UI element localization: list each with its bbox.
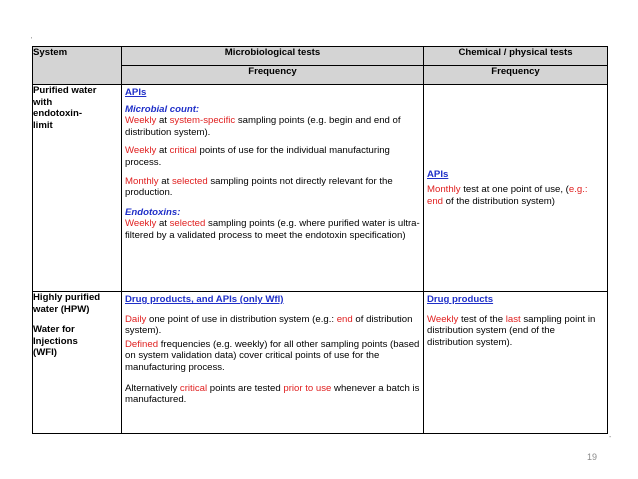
paragraph: Defined frequencies (e.g. weekly) for all other sampling points (based on system validation data) cover critical points of use for the manufacturing process. — [125, 338, 420, 373]
paragraph: Alternatively critical points are tested prior to use whenever a batch is manufactured. — [125, 382, 420, 406]
header-system: System — [33, 47, 122, 85]
chem-hpw-wfi — [424, 292, 608, 434]
paragraph: Monthly test at one point of use, (e.g.: end of the distribution system) — [427, 184, 588, 207]
corner-mark: - — [609, 434, 612, 441]
header-chemical: Chemical / physical tests — [424, 47, 608, 66]
paragraph: Daily one point of use in distribution system (e.g.: end of distribution system). — [125, 313, 413, 337]
paragraph: Weekly at system-specific sampling points (e.g. begin and end of distribution system). — [125, 115, 401, 138]
table-row — [33, 85, 608, 292]
apis-link[interactable]: APIs — [427, 168, 449, 180]
corner-mark: ' — [31, 37, 33, 44]
drug-products-link[interactable]: Drug products — [427, 294, 494, 305]
paragraph: Monthly at selected sampling points not directly relevant for the production. — [125, 175, 393, 199]
system-hpw-wfi: Highly purified water (HPW) Water for Injections (WFI) — [33, 292, 122, 434]
chem-purified-water — [424, 85, 608, 292]
header-frequency-chem: Frequency — [424, 66, 608, 85]
page-number: 19 — [587, 452, 598, 462]
apis-link[interactable]: APIs — [125, 87, 147, 98]
paragraph: Weekly at selected sampling points (e.g. where purified water is ultra-filtered by a validated process to meet the endotoxin specification) — [125, 218, 420, 241]
header-frequency-micro: Frequency — [122, 66, 424, 85]
drug-products-apis-link[interactable]: Drug products, and APIs (only Wfl) — [125, 294, 284, 305]
paragraph: Weekly test of the last sampling point in distribution system (end of the distribution system). — [427, 313, 596, 348]
micro-purified-water — [122, 85, 424, 292]
system-purified-water: Purified water with endotoxin- limit — [33, 85, 122, 292]
micro-hpw-wfi — [122, 292, 424, 434]
microbial-count-heading: Microbial count: — [125, 103, 200, 115]
endotoxins-heading: Endotoxins: — [125, 206, 181, 218]
paragraph: Weekly at critical points of use for the individual manufacturing process. — [125, 145, 390, 168]
header-microbiological: Microbiological tests — [122, 47, 424, 66]
water-testing-table — [32, 46, 608, 434]
table-row — [33, 292, 608, 434]
